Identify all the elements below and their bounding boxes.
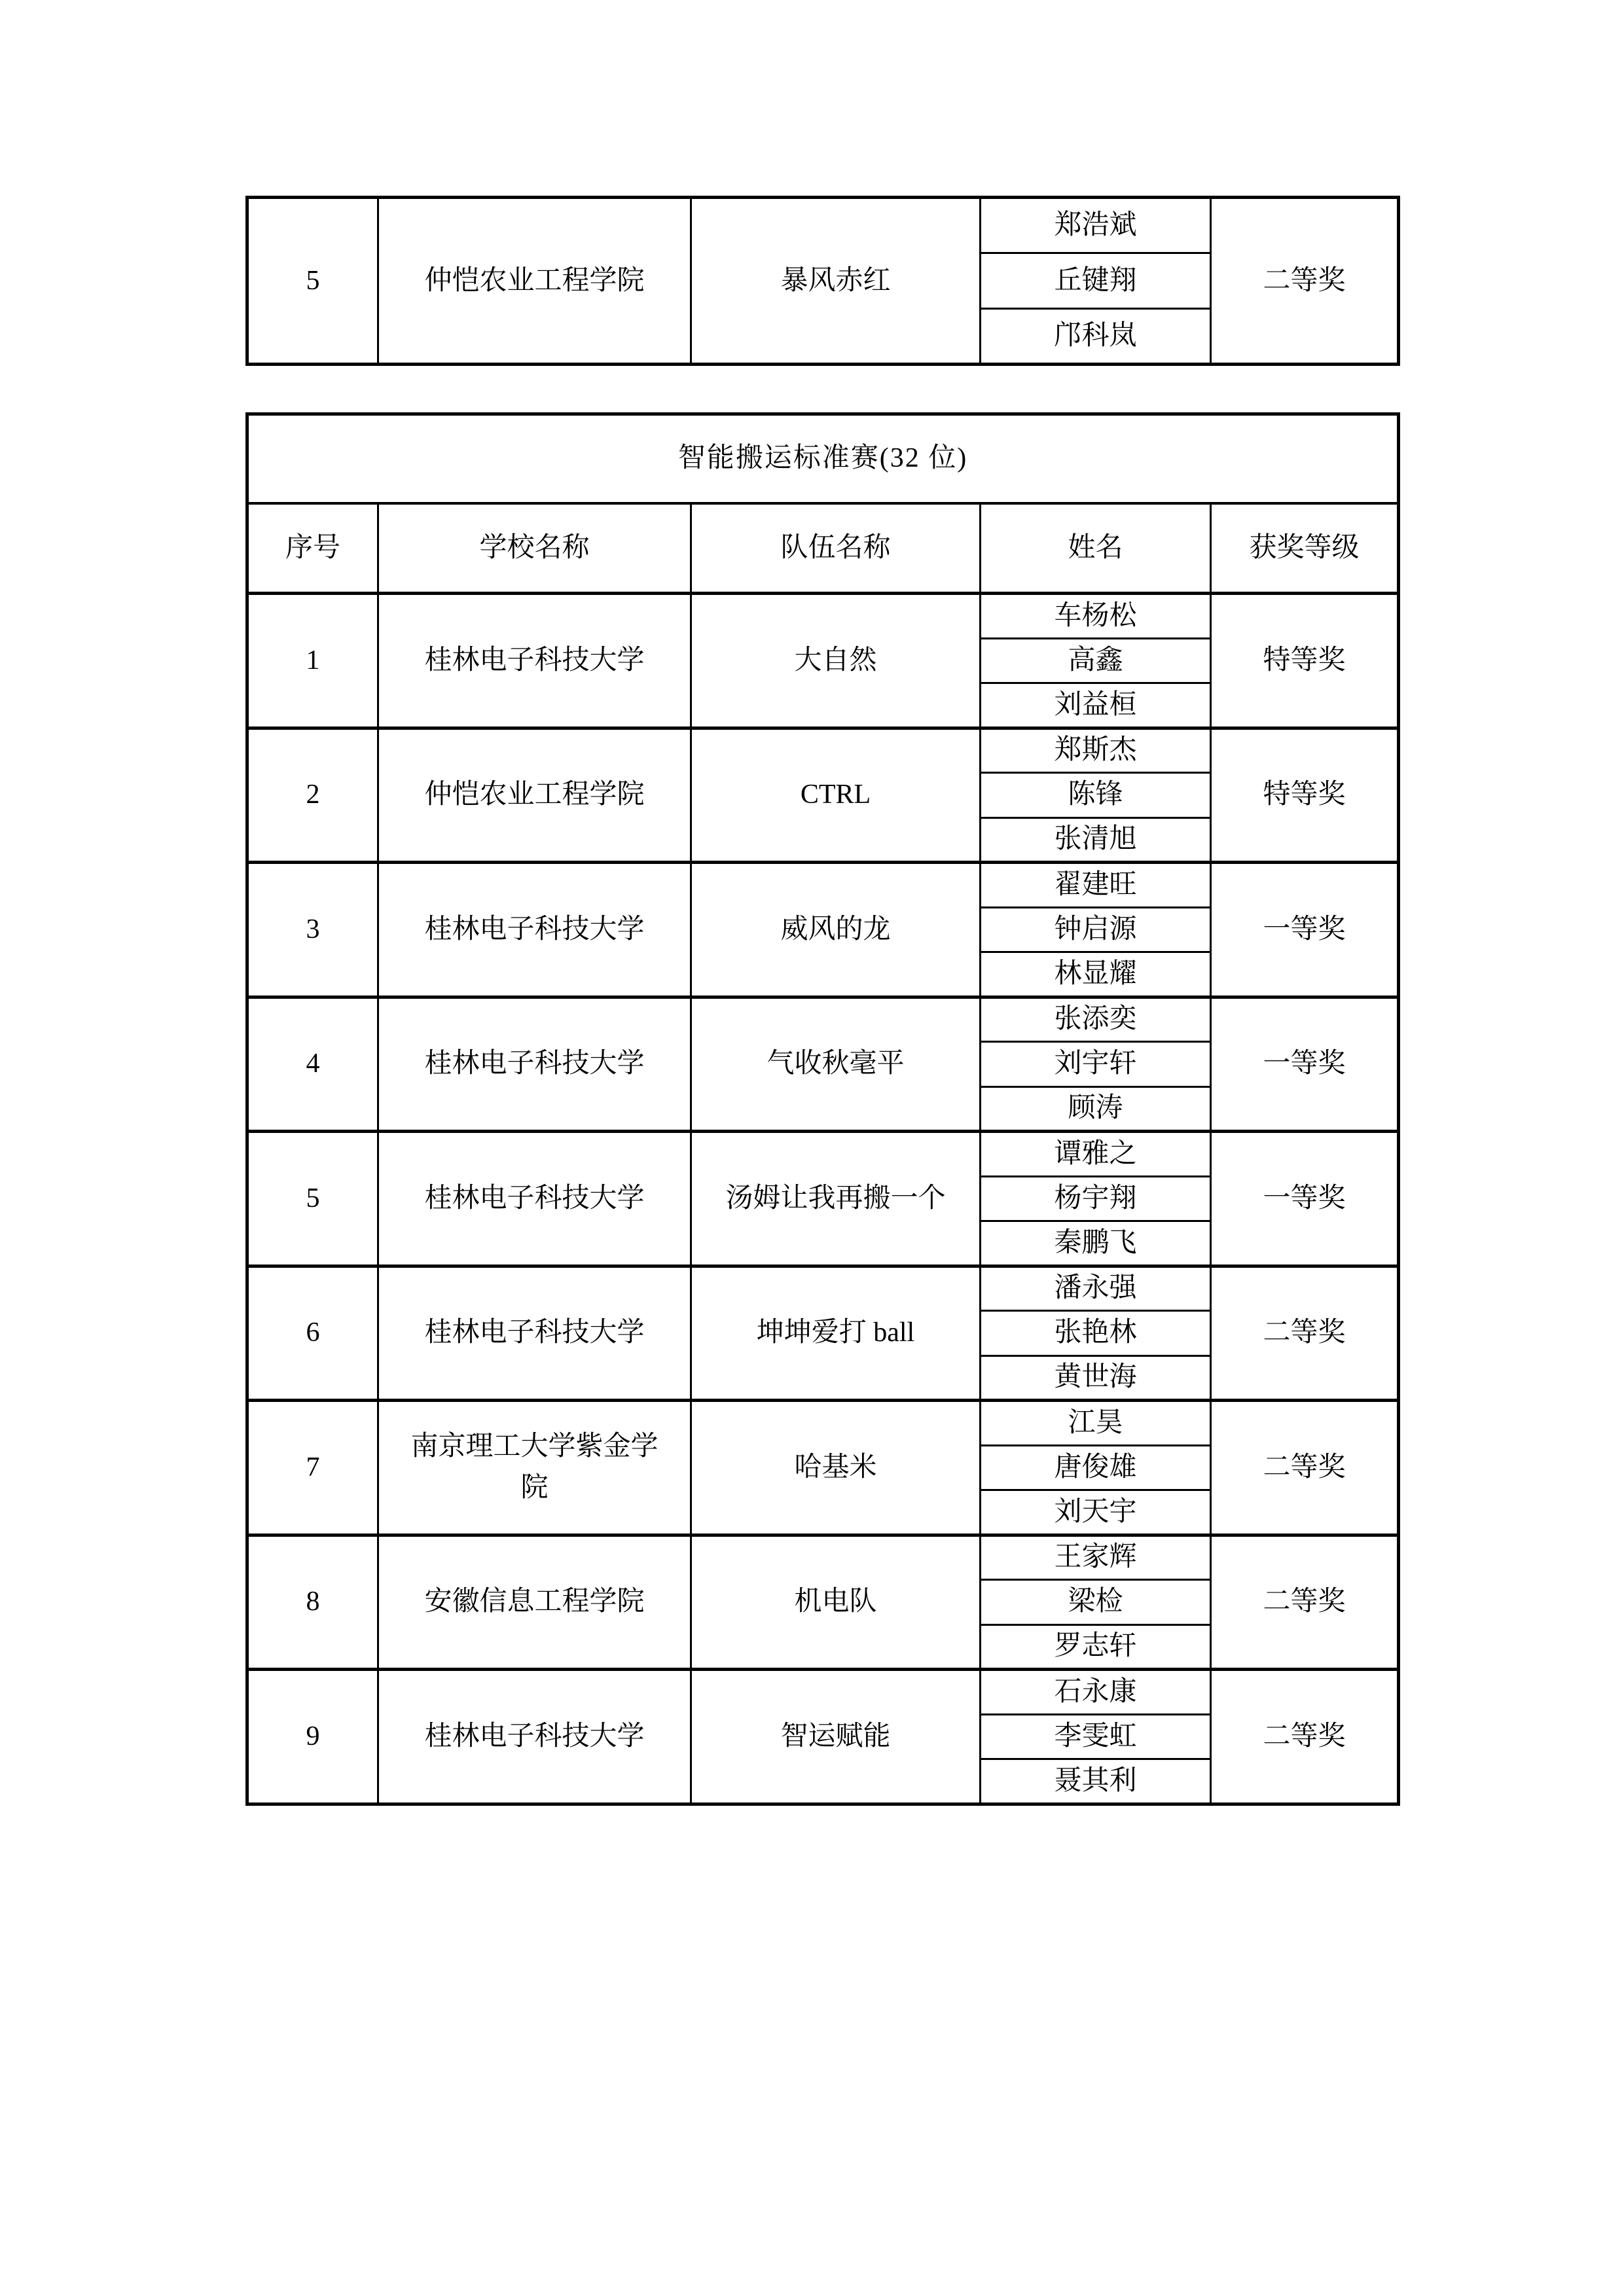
row-index-cell: 8 xyxy=(247,1535,378,1670)
row-index-cell: 2 xyxy=(247,728,378,863)
school-cell: 桂林电子科技大学 xyxy=(378,594,691,728)
team-cell: 汤姆让我再搬一个 xyxy=(691,1132,981,1266)
standard-race-table-head xyxy=(247,414,1399,594)
member-cell: 潘永强 xyxy=(981,1266,1211,1311)
standard-race-table xyxy=(245,412,1400,1806)
award-cell: 二等奖 xyxy=(1211,1266,1399,1401)
school-cell: 桂林电子科技大学 xyxy=(378,997,691,1132)
member-cell: 邝科岚 xyxy=(981,309,1211,365)
award-cell: 一等奖 xyxy=(1211,997,1399,1132)
member-cell: 刘天宇 xyxy=(981,1490,1211,1535)
member-cell: 梁检 xyxy=(981,1580,1211,1625)
member-cell: 聂其利 xyxy=(981,1759,1211,1804)
col-header-school: 学校名称 xyxy=(378,503,691,594)
table-row xyxy=(247,1670,1399,1715)
row-index-cell: 7 xyxy=(247,1401,378,1535)
member-cell: 郑斯杰 xyxy=(981,728,1211,773)
table-row xyxy=(247,997,1399,1042)
member-cell: 郑浩斌 xyxy=(981,198,1211,253)
member-cell: 张艳林 xyxy=(981,1311,1211,1356)
row-index-cell: 4 xyxy=(247,997,378,1132)
team-cell: 威风的龙 xyxy=(691,863,981,997)
member-cell: 高鑫 xyxy=(981,638,1211,683)
award-cell: 二等奖 xyxy=(1211,1401,1399,1535)
member-cell: 林显耀 xyxy=(981,952,1211,997)
table-row xyxy=(247,198,1399,253)
member-cell: 张添奕 xyxy=(981,997,1211,1042)
member-cell: 顾涛 xyxy=(981,1086,1211,1132)
team-cell: 智运赋能 xyxy=(691,1670,981,1804)
row-index-cell: 1 xyxy=(247,594,378,728)
member-cell: 谭雅之 xyxy=(981,1132,1211,1177)
member-cell: 张清旭 xyxy=(981,817,1211,863)
member-cell: 刘益桓 xyxy=(981,683,1211,728)
table-row xyxy=(247,863,1399,908)
table-row xyxy=(247,1401,1399,1446)
member-cell: 李雯虹 xyxy=(981,1714,1211,1759)
award-cell: 一等奖 xyxy=(1211,863,1399,997)
member-cell: 车杨松 xyxy=(981,594,1211,639)
member-cell: 石永康 xyxy=(981,1670,1211,1715)
member-cell: 王家辉 xyxy=(981,1535,1211,1580)
award-cell: 二等奖 xyxy=(1211,1670,1399,1804)
team-cell: 大自然 xyxy=(691,594,981,728)
award-cell: 特等奖 xyxy=(1211,728,1399,863)
table-title: 智能搬运标准赛(32 位) xyxy=(247,414,1399,503)
award-cell: 二等奖 xyxy=(1211,198,1399,365)
continuation-table xyxy=(245,196,1400,366)
member-cell: 江昊 xyxy=(981,1401,1211,1446)
continuation-table-body xyxy=(247,198,1399,365)
award-cell: 特等奖 xyxy=(1211,594,1399,728)
award-cell: 一等奖 xyxy=(1211,1132,1399,1266)
col-header-name: 姓名 xyxy=(981,503,1211,594)
school-cell: 仲恺农业工程学院 xyxy=(378,728,691,863)
team-cell: 暴风赤红 xyxy=(691,198,981,365)
row-index-cell: 5 xyxy=(247,1132,378,1266)
member-cell: 黄世海 xyxy=(981,1355,1211,1401)
table-row xyxy=(247,1132,1399,1177)
table-row xyxy=(247,728,1399,773)
member-cell: 钟启源 xyxy=(981,907,1211,952)
team-cell: 机电队 xyxy=(691,1535,981,1670)
team-cell: 气收秋毫平 xyxy=(691,997,981,1132)
school-cell: 桂林电子科技大学 xyxy=(378,1266,691,1401)
row-index-cell: 3 xyxy=(247,863,378,997)
table-row xyxy=(247,1266,1399,1311)
col-header-award: 获奖等级 xyxy=(1211,503,1399,594)
standard-race-table-body xyxy=(247,594,1399,1804)
award-cell: 二等奖 xyxy=(1211,1535,1399,1670)
team-cell: 哈基米 xyxy=(691,1401,981,1535)
school-cell: 桂林电子科技大学 xyxy=(378,863,691,997)
team-cell: 坤坤爱打 ball xyxy=(691,1266,981,1401)
table-row xyxy=(247,1535,1399,1580)
member-cell: 翟建旺 xyxy=(981,863,1211,908)
member-cell: 唐俊雄 xyxy=(981,1445,1211,1490)
school-cell: 桂林电子科技大学 xyxy=(378,1670,691,1804)
col-header-index: 序号 xyxy=(247,503,378,594)
member-cell: 丘键翔 xyxy=(981,253,1211,309)
row-index-cell: 9 xyxy=(247,1670,378,1804)
member-cell: 罗志轩 xyxy=(981,1624,1211,1670)
team-cell: CTRL xyxy=(691,728,981,863)
member-cell: 秦鹏飞 xyxy=(981,1221,1211,1266)
row-index-cell: 5 xyxy=(247,198,378,365)
school-cell: 南京理工大学紫金学院 xyxy=(378,1401,691,1535)
school-cell: 安徽信息工程学院 xyxy=(378,1535,691,1670)
row-index-cell: 6 xyxy=(247,1266,378,1401)
member-cell: 陈锋 xyxy=(981,773,1211,818)
school-cell: 仲恺农业工程学院 xyxy=(378,198,691,365)
member-cell: 杨宇翔 xyxy=(981,1176,1211,1221)
school-cell: 桂林电子科技大学 xyxy=(378,1132,691,1266)
member-cell: 刘宇轩 xyxy=(981,1042,1211,1087)
col-header-team: 队伍名称 xyxy=(691,503,981,594)
table-row xyxy=(247,594,1399,639)
